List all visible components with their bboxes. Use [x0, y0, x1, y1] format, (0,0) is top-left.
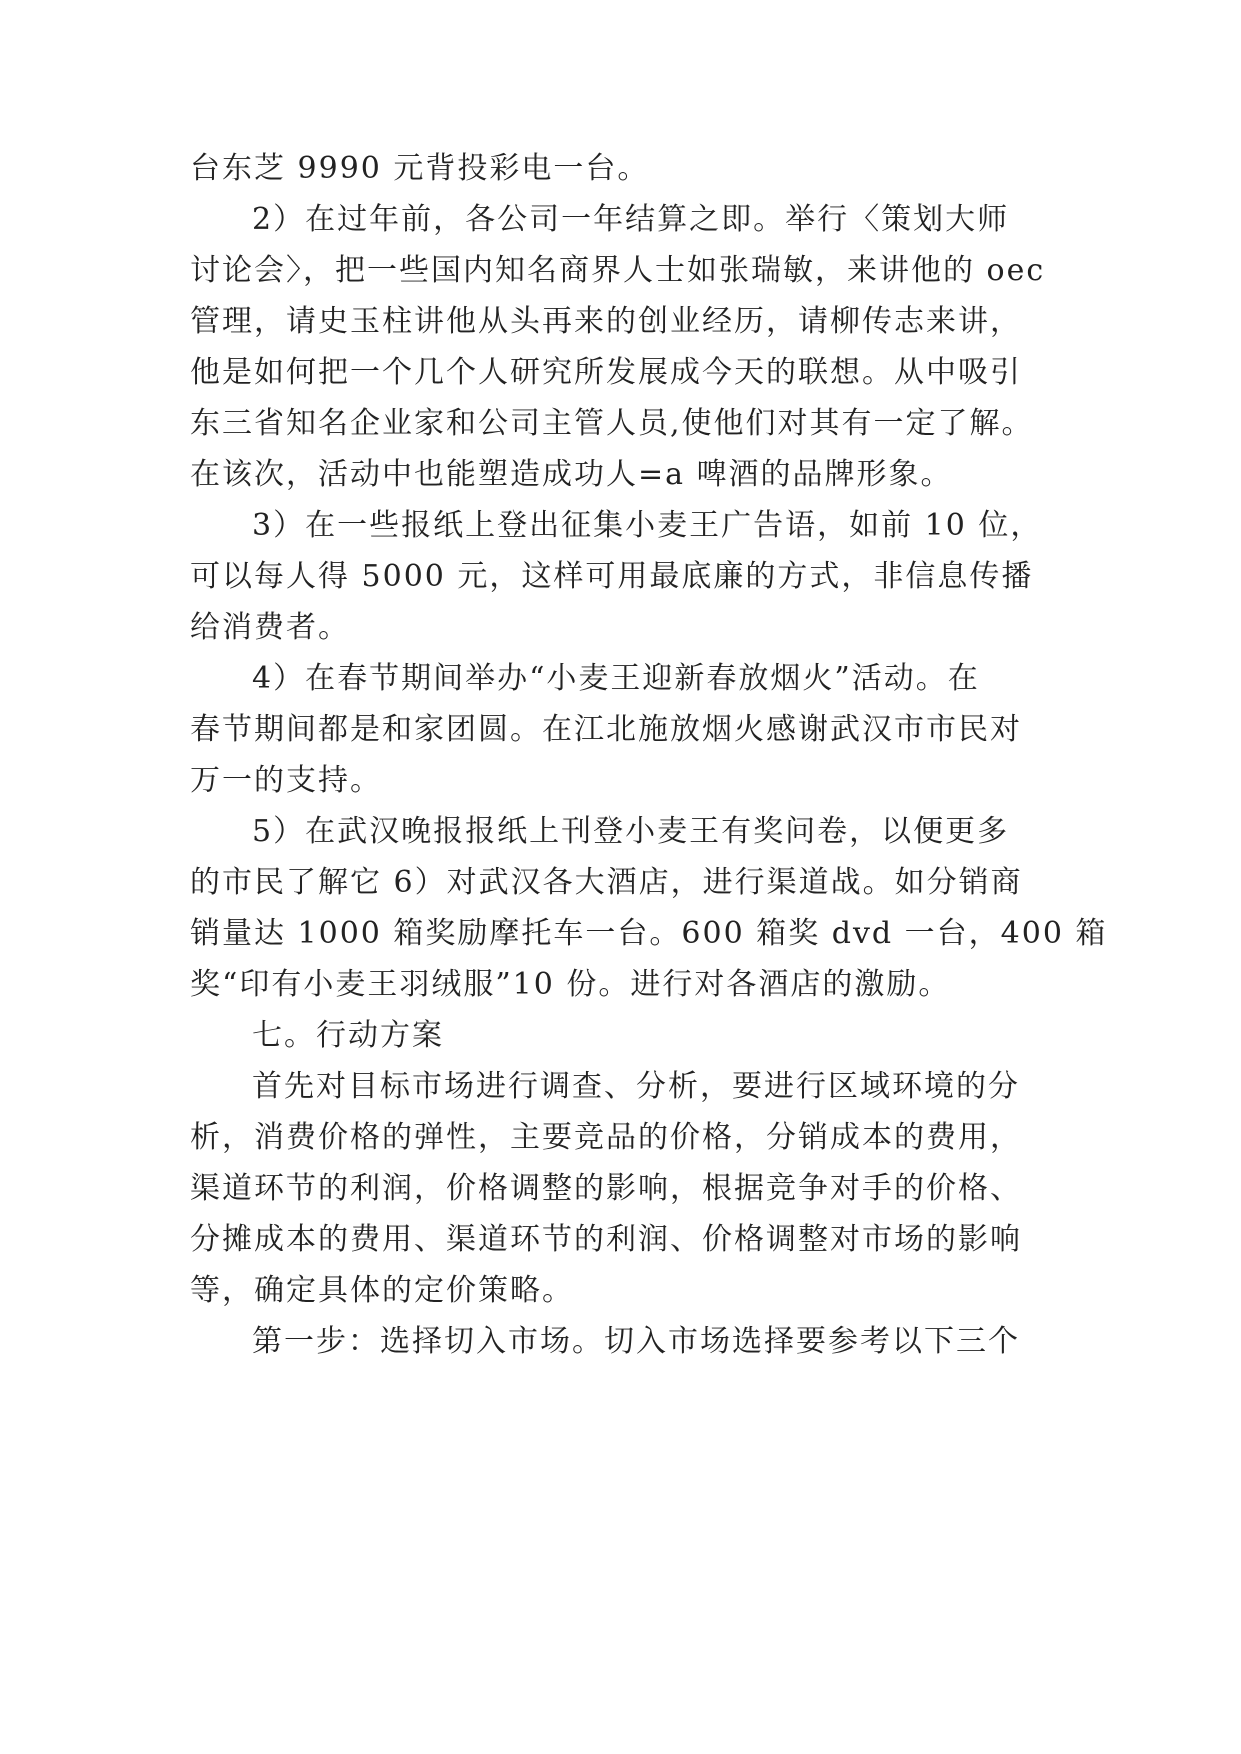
text-line: 的市民了解它 6）对武汉各大酒店，进行渠道战。如分销商 — [190, 865, 1023, 900]
text-line: 等，确定具体的定价策略。 — [190, 1273, 574, 1308]
text-line: 析，消费价格的弹性，主要竞品的价格，分销成本的费用， — [190, 1120, 1022, 1155]
text-line: 奖“印有小麦王羽绒服”10 份。进行对各酒店的激励。 — [190, 967, 951, 1002]
text-line: 首先对目标市场进行调查、分析，要进行区域环境的分 — [252, 1069, 1020, 1104]
text-line: 在该次，活动中也能塑造成功人=a 啤酒的品牌形象。 — [190, 457, 953, 492]
text-line: 销量达 1000 箱奖励摩托车一台。600 箱奖 dvd 一台，400 箱 — [190, 916, 1108, 951]
text-line: 他是如何把一个几个人研究所发展成今天的联想。从中吸引 — [190, 355, 1022, 390]
text-line: 3）在一些报纸上登出征集小麦王广告语，如前 10 位， — [252, 508, 1043, 543]
section-heading: 七。行动方案 — [252, 1018, 444, 1053]
text-line: 给消费者。 — [190, 610, 350, 645]
text-line: 讨论会〉，把一些国内知名商界人士如张瑞敏，来讲他的 oec — [190, 253, 1046, 288]
text-line: 5）在武汉晚报报纸上刊登小麦王有奖问卷，以便更多 — [252, 814, 1010, 849]
text-line: 4）在春节期间举办“小麦王迎新春放烟火”活动。在 — [252, 661, 980, 696]
text-line: 春节期间都是和家团圆。在江北施放烟火感谢武汉市市民对 — [190, 712, 1022, 747]
text-line: 东三省知名企业家和公司主管人员,使他们对其有一定了解。 — [190, 406, 1034, 441]
text-line: 台东芝 9990 元背投彩电一台。 — [190, 151, 650, 186]
text-line: 2）在过年前，各公司一年结算之即。举行〈策划大师 — [252, 202, 1010, 237]
text-line: 可以每人得 5000 元，这样可用最底廉的方式，非信息传播 — [190, 559, 1034, 594]
text-line: 第一步：选择切入市场。切入市场选择要参考以下三个 — [252, 1324, 1020, 1359]
text-line: 分摊成本的费用、渠道环节的利润、价格调整对市场的影响 — [190, 1222, 1022, 1257]
text-line: 万一的支持。 — [190, 763, 382, 798]
text-line: 管理，请史玉柱讲他从头再来的创业经历，请柳传志来讲， — [190, 304, 1022, 339]
text-line: 渠道环节的利润，价格调整的影响，根据竞争对手的价格、 — [190, 1171, 1022, 1206]
